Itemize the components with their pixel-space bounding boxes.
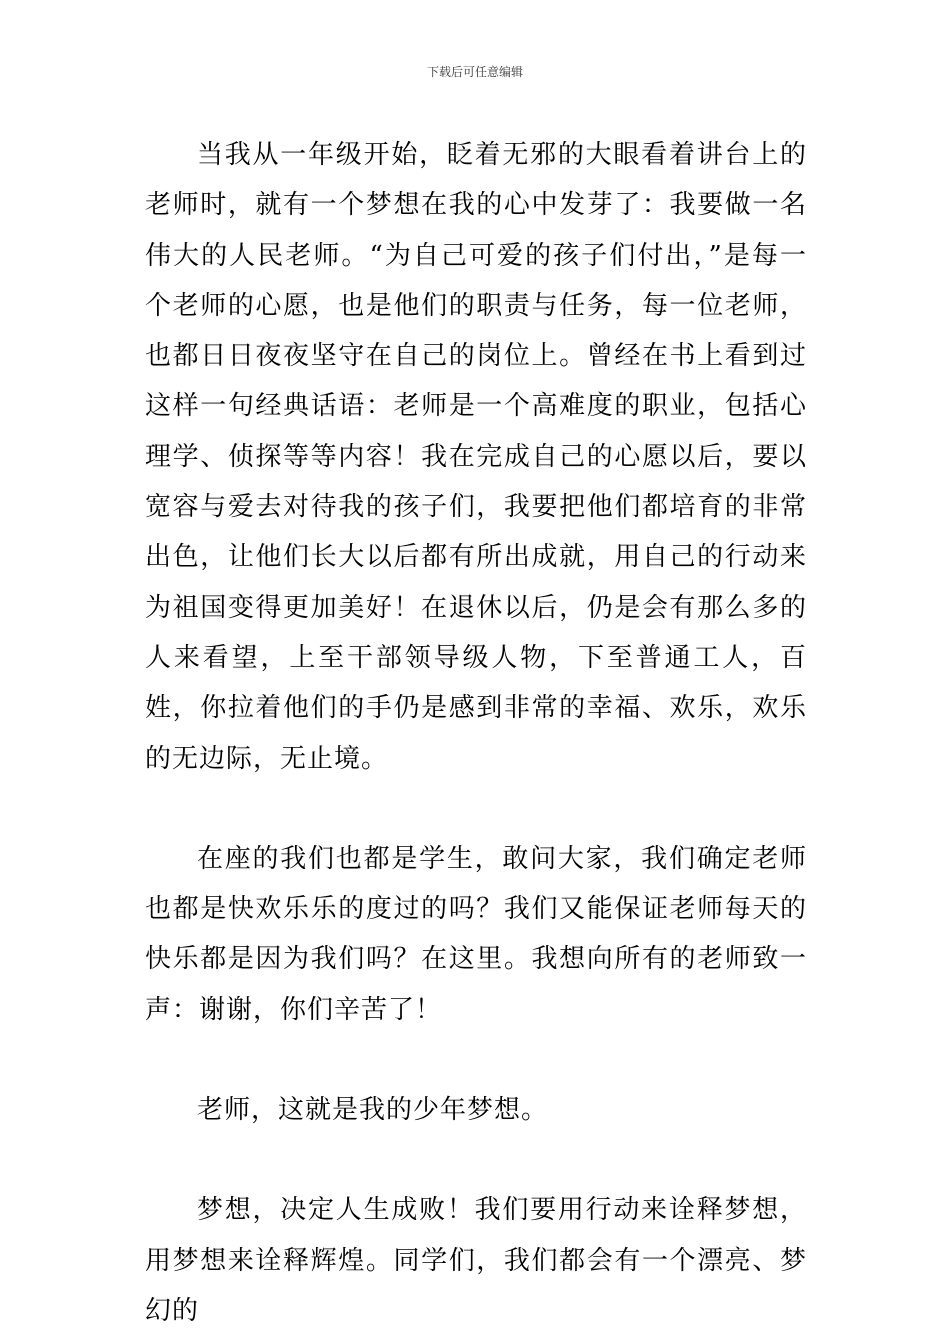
paragraph-gap (145, 1035, 807, 1085)
paragraph-gap (145, 1135, 807, 1185)
paragraph-dream-decides: 梦想，决定人生成败！我们要用行动来诠释梦想，用梦想来诠释辉煌。同学们，我们都会有一个漂亮、梦幻的 (145, 1195, 807, 1326)
document-body (145, 130, 807, 1336)
paragraph-dream-teacher: 当我从一年级开始，眨着无邪的大眼看着讲台上的老师时，就有一个梦想在我的心中发芽了：我要做一名伟大的人民老师。“为自己可爱的孩子们付出，”是每一个老师的心愿，也是他们的职责与任务，每一位老师，也都日日夜夜坚守在自己的岗位上。曾经在书上看到过这样一句经典话语：老师是一个高难度的职业，包括心理学、侦探等等内容！我在完成自己的心愿以后，要以宽容与爱去对待我的孩子们，我要把他们都培育的非常出色，让他们长大以后都有所出成就，用自己的行动来为祖国变得更加美好！在退休以后，仍是会有那么多的人来看望，上至干部领导级人物，下至普通工人，百姓，你拉着他们的手仍是感到非常的幸福、欢乐，欢乐的无边际，无止境。 (145, 140, 807, 774)
page-header-note: 下载后可任意编辑 (426, 65, 523, 79)
paragraph-youth-dream: 老师，这就是我的少年梦想。 (197, 1095, 549, 1126)
paragraph-gap (145, 784, 807, 834)
paragraph-thanks-teachers: 在座的我们也都是学生，敢问大家，我们确定老师也都是快欢乐乐的度过的吗？我们又能保证老师每天的快乐都是因为我们吗？在这里。我想向所有的老师致一声：谢谢，你们辛苦了！ (145, 843, 807, 1025)
